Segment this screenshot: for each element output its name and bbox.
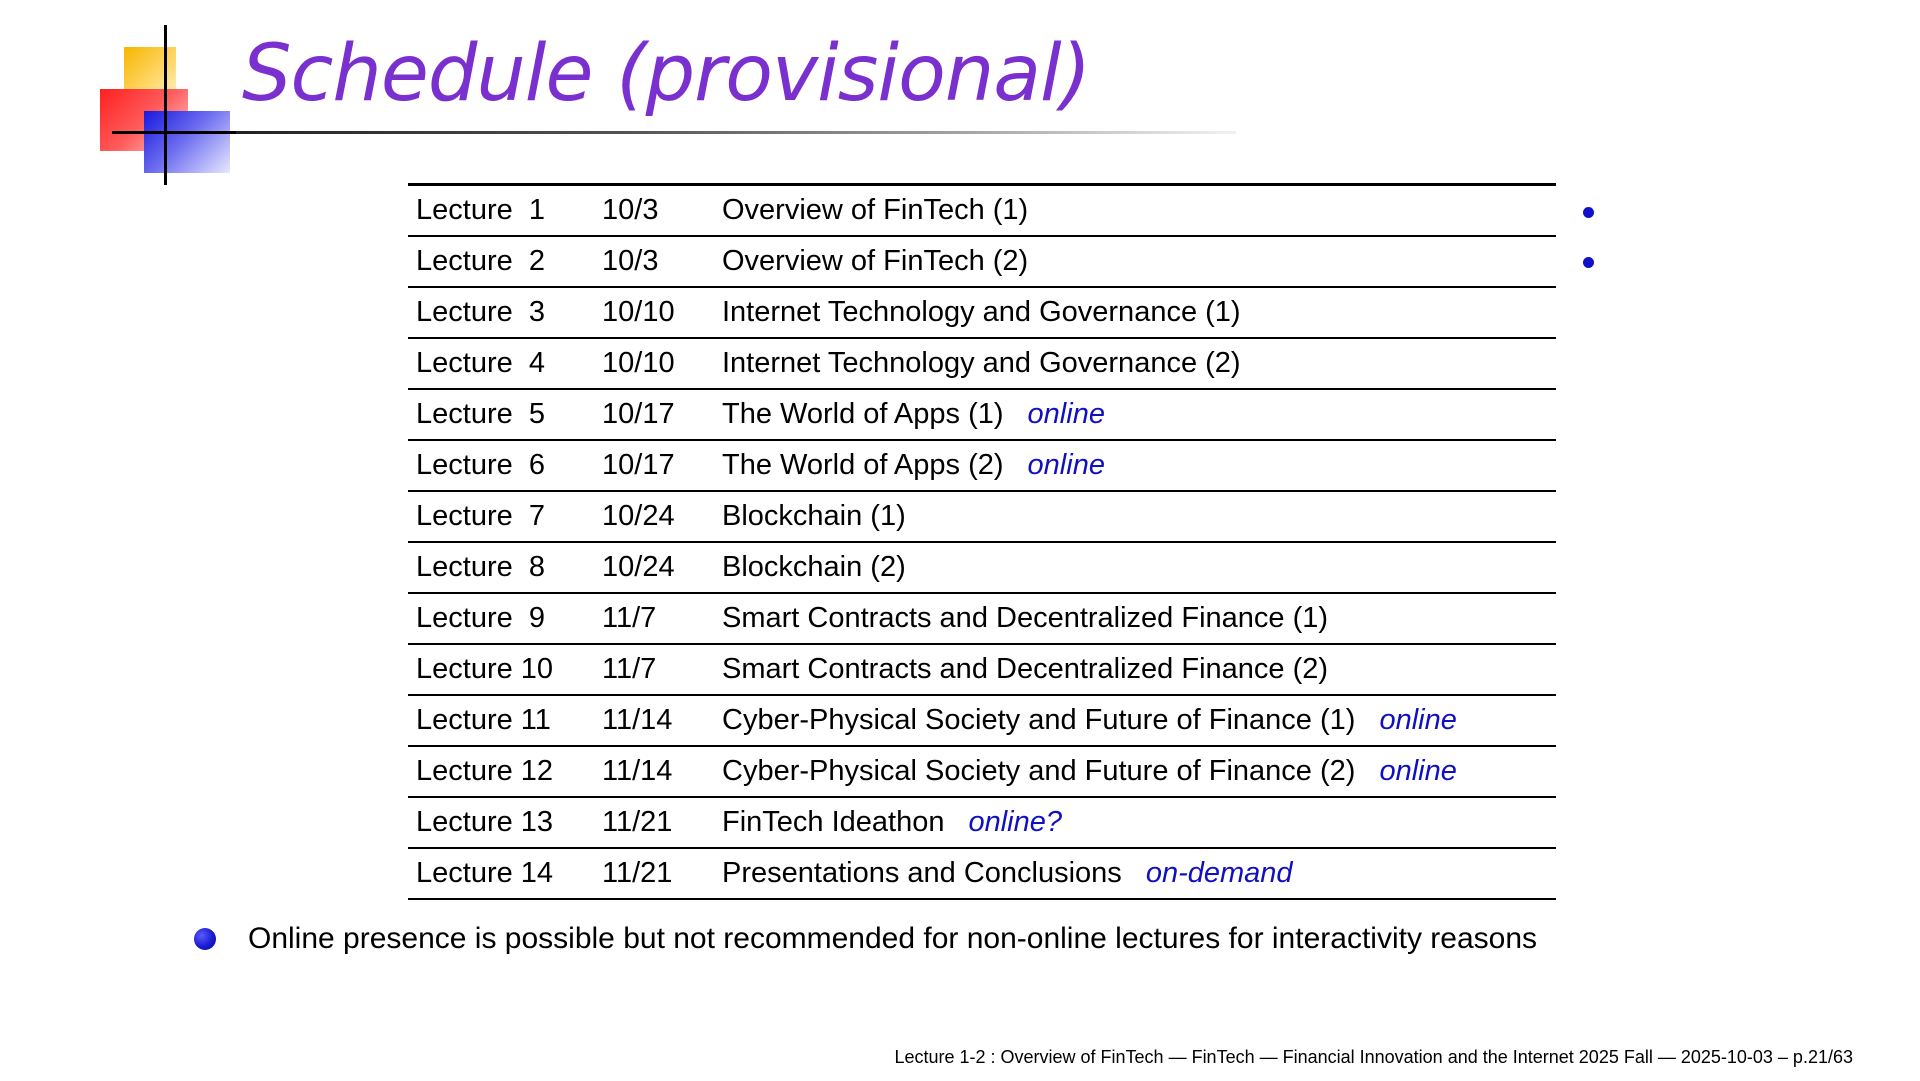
table-row bbox=[408, 287, 1556, 338]
topic-text: Presentations and Conclusions bbox=[722, 856, 1122, 889]
slide-logo bbox=[100, 25, 240, 185]
date-cell: 11/14 bbox=[594, 746, 714, 797]
lecture-cell: Lecture 5 bbox=[408, 389, 594, 440]
bullet-text: Online presence is possible but not recommended for non-online lectures for interactivity reasons bbox=[248, 922, 1538, 955]
table-row bbox=[408, 797, 1556, 848]
topic-cell bbox=[714, 542, 1556, 593]
table-row bbox=[408, 491, 1556, 542]
lecture-cell: Lecture 7 bbox=[408, 491, 594, 542]
table-row bbox=[408, 695, 1556, 746]
topic-text: FinTech Ideathon bbox=[722, 805, 945, 838]
date-cell: 11/7 bbox=[594, 644, 714, 695]
lecture-cell: Lecture 3 bbox=[408, 287, 594, 338]
logo-blue-square bbox=[144, 111, 230, 173]
topic-cell bbox=[714, 287, 1556, 338]
date-cell: 10/3 bbox=[594, 236, 714, 287]
topic-cell bbox=[714, 389, 1556, 440]
topic-cell bbox=[714, 695, 1556, 746]
topic-text: The World of Apps (2) bbox=[722, 448, 1004, 481]
logo-vertical-line bbox=[164, 25, 167, 185]
delivery-note: online bbox=[1027, 397, 1105, 430]
date-cell: 10/17 bbox=[594, 440, 714, 491]
topic-cell bbox=[714, 644, 1556, 695]
table-row bbox=[408, 389, 1556, 440]
topic-cell bbox=[714, 746, 1556, 797]
topic-text: Cyber-Physical Society and Future of Finance (1) bbox=[722, 703, 1356, 736]
topic-cell bbox=[714, 338, 1556, 389]
table-row bbox=[408, 644, 1556, 695]
table-row bbox=[408, 338, 1556, 389]
side-bullet-icon bbox=[1583, 207, 1594, 218]
lecture-cell: Lecture 13 bbox=[408, 797, 594, 848]
topic-cell bbox=[714, 236, 1556, 287]
topic-text: Blockchain (1) bbox=[722, 499, 906, 532]
table-row bbox=[408, 185, 1556, 236]
schedule-table bbox=[408, 183, 1556, 900]
date-cell: 10/24 bbox=[594, 542, 714, 593]
delivery-note: online? bbox=[968, 805, 1063, 838]
topic-text: Internet Technology and Governance (2) bbox=[722, 346, 1241, 379]
topic-cell bbox=[714, 593, 1556, 644]
topic-text: Overview of FinTech (2) bbox=[722, 244, 1029, 277]
logo-horizontal-line bbox=[112, 131, 240, 134]
table-row bbox=[408, 542, 1556, 593]
date-cell: 10/24 bbox=[594, 491, 714, 542]
topic-text: Smart Contracts and Decentralized Finance (2) bbox=[722, 652, 1329, 685]
table-row bbox=[408, 746, 1556, 797]
date-cell: 10/17 bbox=[594, 389, 714, 440]
delivery-note: on-demand bbox=[1145, 856, 1293, 889]
topic-text: Cyber-Physical Society and Future of Finance (2) bbox=[722, 754, 1356, 787]
topic-text: The World of Apps (1) bbox=[722, 397, 1004, 430]
topic-text: Internet Technology and Governance (1) bbox=[722, 295, 1241, 328]
topic-text: Smart Contracts and Decentralized Finance (1) bbox=[722, 601, 1329, 634]
table-row bbox=[408, 593, 1556, 644]
lecture-cell: Lecture 4 bbox=[408, 338, 594, 389]
lecture-cell: Lecture 2 bbox=[408, 236, 594, 287]
date-cell: 10/10 bbox=[594, 287, 714, 338]
table-row bbox=[408, 236, 1556, 287]
date-cell: 11/14 bbox=[594, 695, 714, 746]
topic-cell bbox=[714, 440, 1556, 491]
lecture-cell: Lecture 6 bbox=[408, 440, 594, 491]
topic-text: Blockchain (2) bbox=[722, 550, 906, 583]
topic-cell bbox=[714, 185, 1556, 236]
topic-cell bbox=[714, 848, 1556, 899]
date-cell: 10/10 bbox=[594, 338, 714, 389]
lecture-cell: Lecture 14 bbox=[408, 848, 594, 899]
title-underline bbox=[236, 131, 1236, 134]
bullet-item bbox=[194, 922, 1537, 956]
slide-footer: Lecture 1-2 : Overview of FinTech — FinTech — Financial Innovation and the Internet 2025 Fall — 2025-10-03 – p.21/63 bbox=[894, 1047, 1853, 1067]
lecture-cell: Lecture 12 bbox=[408, 746, 594, 797]
delivery-note: online bbox=[1379, 703, 1457, 736]
side-bullet-icon bbox=[1583, 257, 1594, 268]
date-cell: 10/3 bbox=[594, 185, 714, 236]
lecture-cell: Lecture 8 bbox=[408, 542, 594, 593]
table-row bbox=[408, 440, 1556, 491]
delivery-note: online bbox=[1027, 448, 1105, 481]
date-cell: 11/21 bbox=[594, 797, 714, 848]
delivery-note: online bbox=[1379, 754, 1457, 787]
lecture-cell: Lecture 10 bbox=[408, 644, 594, 695]
lecture-cell: Lecture 1 bbox=[408, 185, 594, 236]
topic-cell bbox=[714, 491, 1556, 542]
date-cell: 11/7 bbox=[594, 593, 714, 644]
slide-title: Schedule (provisional) bbox=[242, 29, 1091, 119]
lecture-cell: Lecture 9 bbox=[408, 593, 594, 644]
lecture-cell: Lecture 11 bbox=[408, 695, 594, 746]
topic-text: Overview of FinTech (1) bbox=[722, 193, 1029, 226]
topic-cell bbox=[714, 797, 1556, 848]
table-row bbox=[408, 848, 1556, 899]
bullet-icon bbox=[194, 928, 216, 950]
date-cell: 11/21 bbox=[594, 848, 714, 899]
